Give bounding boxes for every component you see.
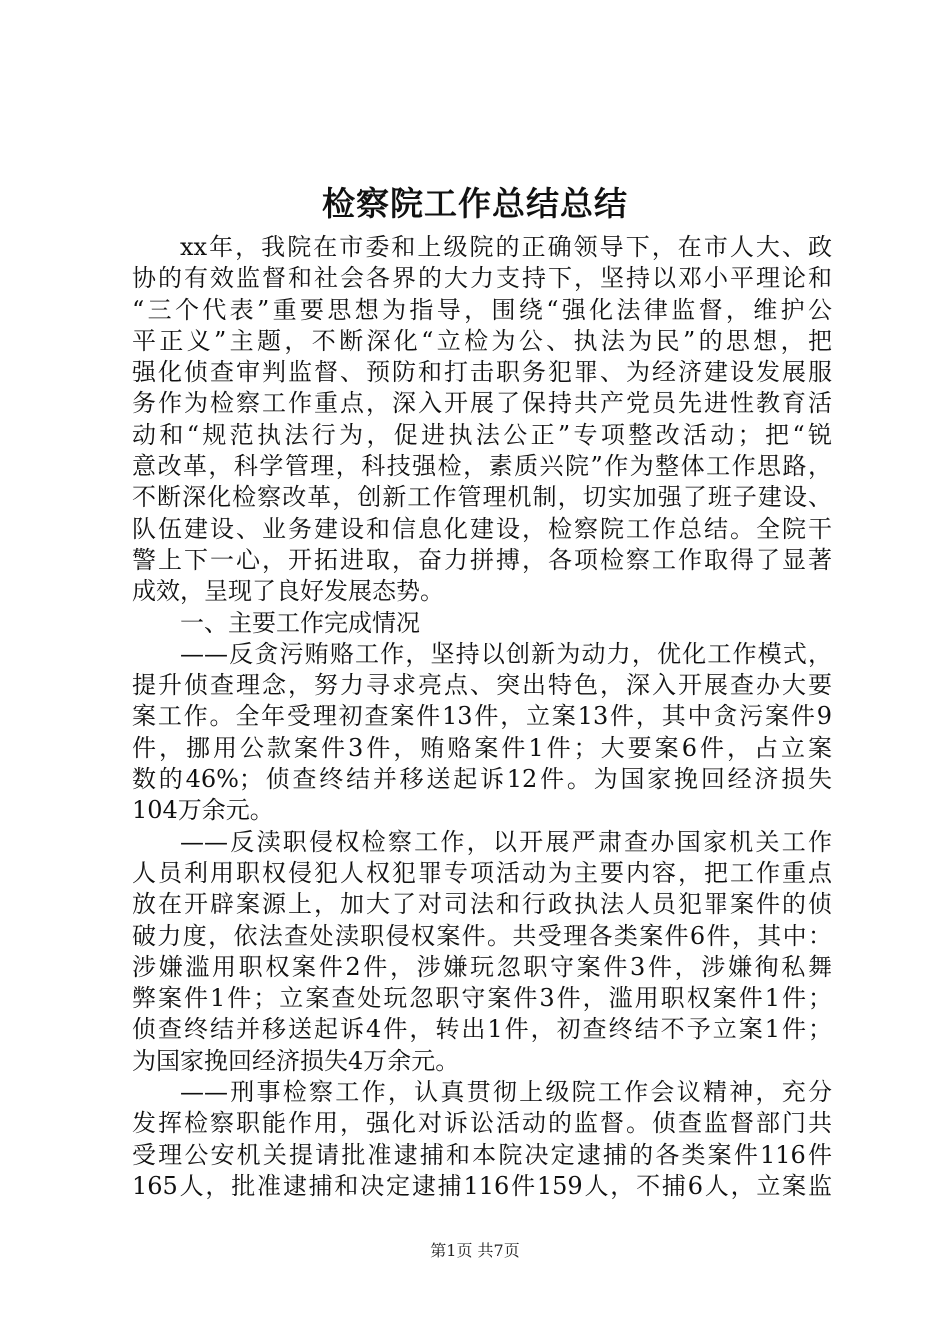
text-line: 警上下一心，开拓进取，奋力拼搏，各项检察工作取得了显著 <box>132 545 832 574</box>
text-line: 受理公安机关提请批准逮捕和本院决定逮捕的各类案件116件 <box>132 1140 832 1169</box>
text-line: 侦查终结并移送起诉4件，转出1件，初查终结不予立案1件； <box>132 1015 832 1044</box>
text-line: 案工作。全年受理初查案件13件，立案13件，其中贪污案件9 <box>132 702 832 731</box>
text-line: 提升侦查理念，努力寻求亮点、突出特色，深入开展查办大要 <box>132 671 832 700</box>
text-line: 队伍建设、业务建设和信息化建设，检察院工作总结。全院干 <box>132 514 832 543</box>
text-line: 数的46%；侦查终结并移送起诉12件。为国家挽回经济损失 <box>132 765 832 794</box>
text-line: 件，挪用公款案件3件，贿赂案件1件；大要案6件，占立案 <box>132 733 832 762</box>
text-line: 协的有效监督和社会各界的大力支持下，坚持以邓小平理论和 <box>132 264 832 293</box>
text-line: 一、主要工作完成情况 <box>180 608 420 637</box>
document-title: 检察院工作总结总结 <box>322 184 628 223</box>
text-line: 涉嫌滥用职权案件2件，涉嫌玩忽职守案件3件，涉嫌徇私舞 <box>132 952 832 981</box>
text-line: 破力度，依法查处渎职侵权案件。共受理各类案件6件，其中： <box>132 921 832 950</box>
text-line: 强化侦查审判监督、预防和打击职务犯罪、为经济建设发展服 <box>132 358 832 387</box>
text-line: 165人，批准逮捕和决定逮捕116件159人，不捕6人，立案监 <box>132 1171 832 1200</box>
text-line: ——反渎职侵权检察工作，以开展严肃查办国家机关工作 <box>180 827 832 856</box>
text-line: 务作为检察工作重点，深入开展了保持共产党员先进性教育活 <box>132 389 832 418</box>
text-line: 动和“规范执法行为，促进执法公正”专项整改活动；把“锐 <box>132 420 832 449</box>
text-line: 为国家挽回经济损失4万余元。 <box>132 1046 460 1075</box>
text-line: “三个代表”重要思想为指导，围绕“强化法律监督，维护公 <box>132 295 832 324</box>
text-line: 发挥检察职能作用，强化对诉讼活动的监督。侦查监督部门共 <box>132 1109 832 1138</box>
text-line: 成效，呈现了良好发展态势。 <box>132 577 444 606</box>
text-line: 平正义”主题，不断深化“立检为公、执法为民”的思想，把 <box>132 326 832 355</box>
text-line: 人员利用职权侵犯人权犯罪专项活动为主要内容，把工作重点 <box>132 858 832 887</box>
document-body <box>132 232 832 1202</box>
text-line: ——反贪污贿赂工作，坚持以创新为动力，优化工作模式， <box>180 639 832 668</box>
text-line: 弊案件1件；立案查处玩忽职守案件3件，滥用职权案件1件； <box>132 984 832 1013</box>
text-line: 放在开辟案源上，加大了对司法和行政执法人员犯罪案件的侦 <box>132 890 832 919</box>
text-line: ——刑事检察工作，认真贯彻上级院工作会议精神，充分 <box>180 1078 832 1107</box>
text-line: 104万余元。 <box>132 796 274 825</box>
page-footer: 第1页 共7页 <box>430 1241 520 1260</box>
text-line: 意改革，科学管理，科技强检，素质兴院”作为整体工作思路， <box>132 452 832 481</box>
text-line: xx年，我院在市委和上级院的正确领导下，在市人大、政 <box>180 233 832 261</box>
text-line: 不断深化检察改革，创新工作管理机制，切实加强了班子建设、 <box>132 483 832 512</box>
